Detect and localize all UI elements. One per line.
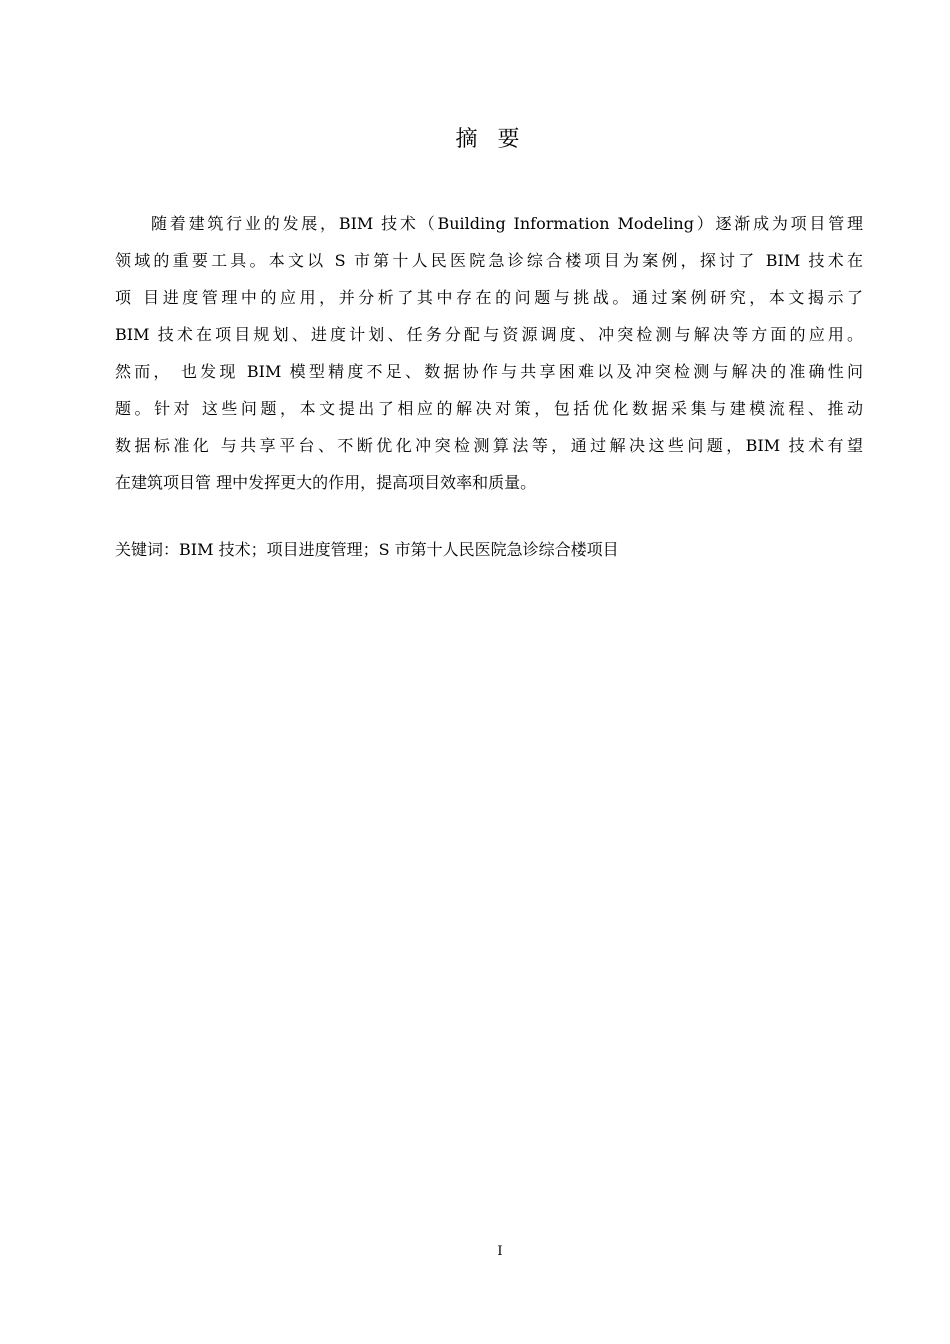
keywords-text: BIM 技术；项目进度管理；S 市第十人民医院急诊综合楼项目 <box>179 540 619 559</box>
abstract-line: 项 目进度管理中的应用，并分析了其中存在的问题与挑战。通过案例研究，本文揭示了 <box>115 288 863 307</box>
page-number: I <box>497 1244 503 1259</box>
abstract-paragraph <box>115 205 863 501</box>
abstract-line: 题。针对 这些问题，本文提出了相应的解决对策，包括优化数据采集与建模流程、推动 <box>115 399 863 418</box>
title-char-1: 摘 <box>455 127 478 152</box>
abstract-line: 随着建筑行业的发展，BIM 技术（Building Information Modeling）逐渐成为项目管理 <box>151 214 863 233</box>
abstract-line: 然而， 也发现 BIM 模型精度不足、数据协作与共享困难以及冲突检测与解决的准确性问 <box>115 362 863 381</box>
abstract-line: 数据标准化 与共享平台、不断优化冲突检测算法等，通过解决这些问题，BIM 技术有望 <box>115 436 863 455</box>
abstract-line: 在建筑项目管 理中发挥更大的作用，提高项目效率和质量。 <box>115 473 537 492</box>
page-title <box>0 122 950 153</box>
keywords-line <box>115 531 863 568</box>
keywords-label: 关键词： <box>115 540 180 559</box>
abstract-line: BIM 技术在项目规划、进度计划、任务分配与资源调度、冲突检测与解决等方面的应用。 <box>115 325 863 344</box>
title-char-2: 要 <box>497 127 520 152</box>
abstract-line: 领域的重要工具。本文以 S 市第十人民医院急诊综合楼项目为案例，探讨了 BIM 技术在 <box>115 251 863 270</box>
